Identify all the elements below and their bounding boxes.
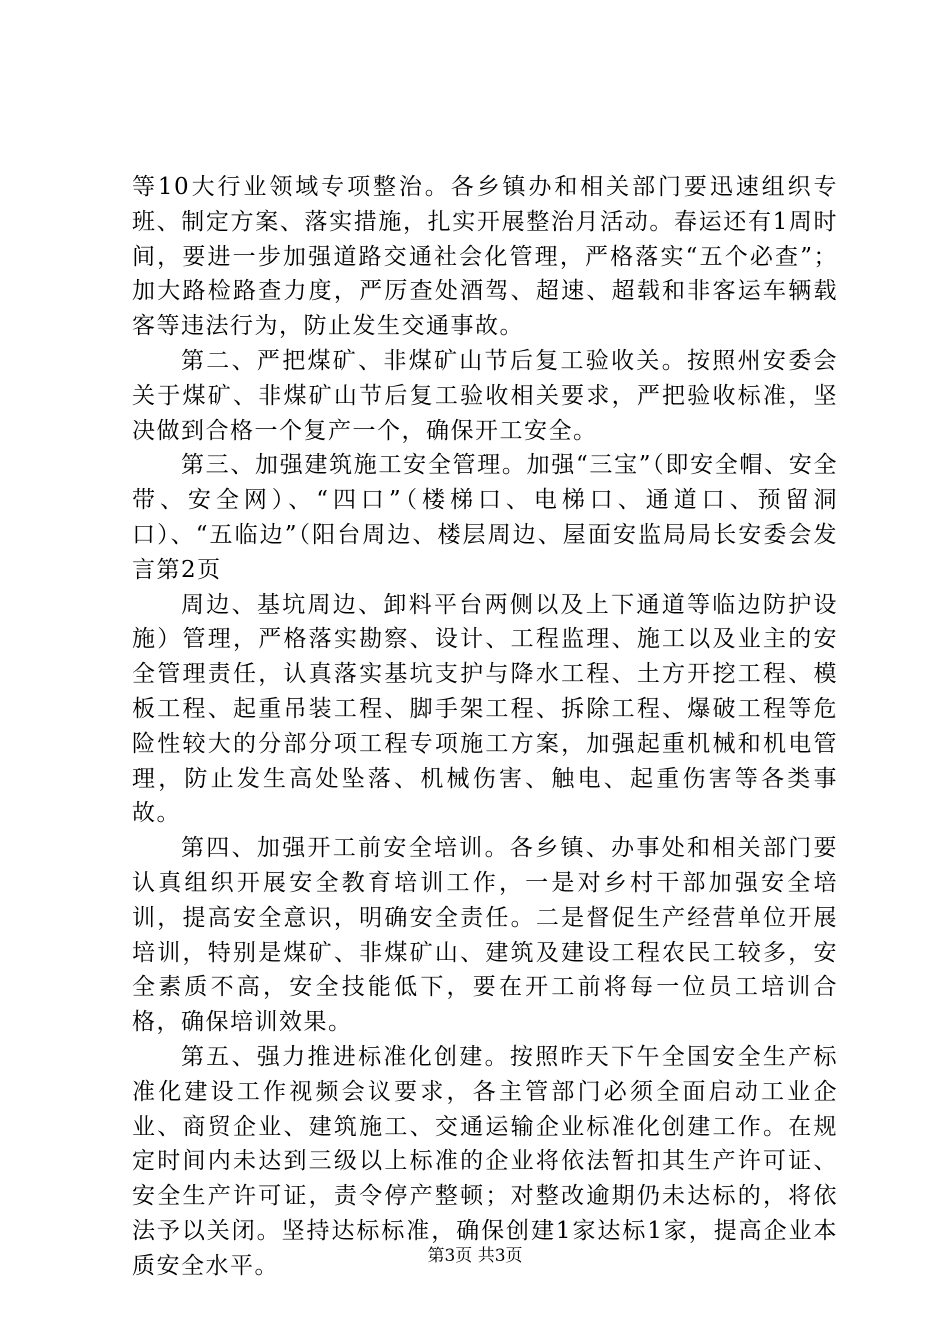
paragraph-traffic-rectification: 等10大行业领域专项整治。各乡镇办和相关部门要迅速组织专班、制定方案、落实措施，扎实开展整治月活动。春运还有1周时间，要进一步加强道路交通社会化管理，严格落实“五个必查”；加大路检路查力度，严厉查处酒驾、超速、超载和非客运车辆载客等违法行为，防止发生交通事故。 [132,174,838,340]
paragraph-third-construction-safety: 第三、加强建筑施工安全管理。加强“三宝”（即安全帽、安全带、安全网）、“四口”（楼梯口、电梯口、通道口、预留洞口）、“五临边”（阳台周边、楼层周边、屋面安监局局长安委会发言第2页 [132,452,838,583]
document-body [132,170,838,1284]
paragraph-fourth-training: 第四、加强开工前安全培训。各乡镇、办事处和相关部门要认真组织开展安全教育培训工作，一是对乡村干部加强安全培训，提高安全意识，明确安全责任。二是督促生产经营单位开展培训，特别是煤矿、非煤矿山、建筑及建设工程农民工较多，安全素质不高，安全技能低下，要在开工前将每一位员工培训合格，确保培训效果。 [132,835,838,1036]
paragraph-fifth-standardization: 第五、强力推进标准化创建。按照昨天下午全国安全生产标准化建设工作视频会议要求，各主管部门必须全面启动工业企业、商贸企业、建筑施工、交通运输企业标准化创建工作。在规定时间内未达到三级以上标准的企业将依法暂扣其生产许可证、安全生产许可证，责令停产整顿；对整改逾期仍未达标的，将依法予以关闭。坚持达标标准，确保创建1家达标1家，提高企业本质安全水平。 [132,1043,838,1279]
paragraph-second-mine-inspection: 第二、严把煤矿、非煤矿山节后复工验收关。按照州安委会关于煤矿、非煤矿山节后复工验收相关要求，严把验收标准，坚决做到合格一个复产一个，确保开工安全。 [132,347,838,444]
paragraph-edge-protection: 周边、基坑周边、卸料平台两侧以及上下通道等临边防护设施）管理，严格落实勘察、设计、工程监理、施工以及业主的安全管理责任，认真落实基坑支护与降水工程、土方开挖工程、模板工程、起重吊装工程、脚手架工程、拆除工程、爆破工程等危险性较大的分部分项工程专项施工方案，加强起重机械和机电管理，防止发生高处坠落、机械伤害、触电、起重伤害等各类事故。 [132,591,838,827]
page-number-footer: 第3页 共3页 [427,1246,523,1266]
